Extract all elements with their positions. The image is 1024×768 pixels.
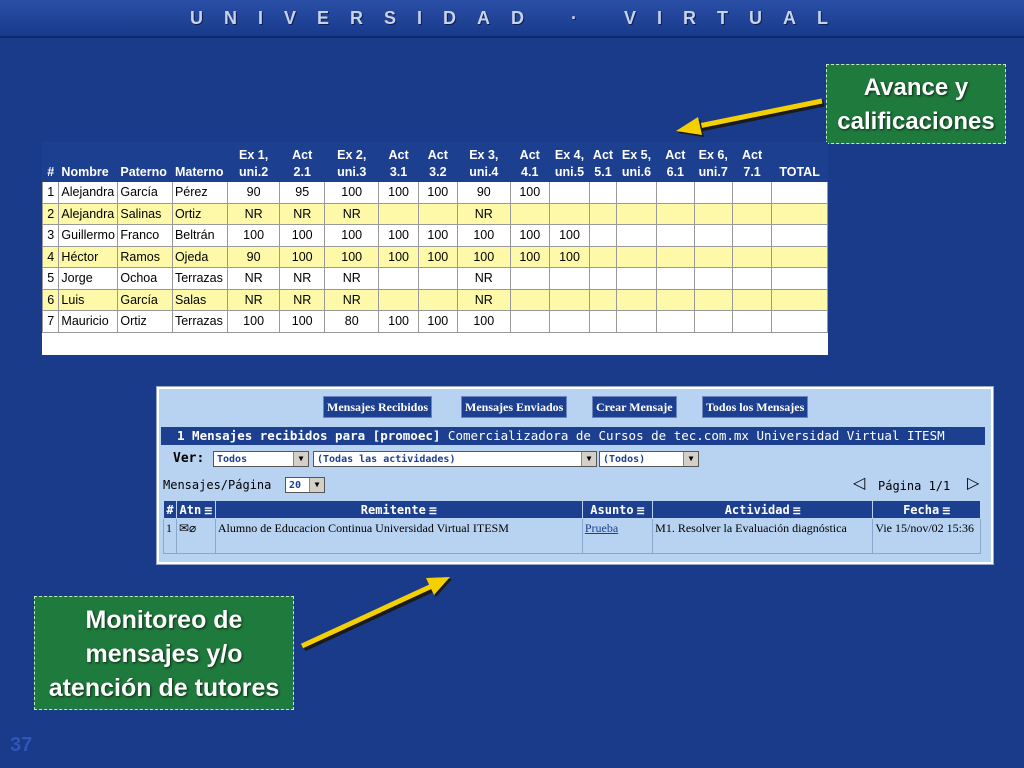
table-cell — [590, 203, 617, 225]
table-cell — [732, 203, 771, 225]
table-cell — [694, 225, 732, 247]
grades-table — [42, 142, 828, 333]
chevron-down-icon: ▼ — [683, 452, 698, 466]
table-cell: Alejandra — [59, 203, 118, 225]
table-cell — [510, 268, 549, 290]
table-cell: 100 — [457, 246, 510, 268]
grades-header-row — [43, 143, 828, 182]
per-page-select[interactable] — [285, 477, 325, 493]
table-cell — [772, 311, 828, 333]
table-cell: 100 — [280, 246, 325, 268]
table-cell: 90 — [457, 182, 510, 204]
message-asunto — [582, 519, 652, 554]
messages-header — [161, 427, 985, 445]
callout-messages: Monitoreo de mensajes y/o atención de tutores — [34, 596, 294, 710]
table-cell: 100 — [280, 311, 325, 333]
table-cell — [657, 182, 694, 204]
table-cell: 100 — [227, 311, 280, 333]
messages-header-title: 1 Mensajes recibidos para [promoec] — [177, 428, 441, 443]
table-row — [43, 289, 828, 311]
table-cell: NR — [325, 289, 379, 311]
table-cell — [694, 246, 732, 268]
table-cell — [616, 289, 656, 311]
table-cell: Pérez — [172, 182, 227, 204]
table-cell — [549, 203, 589, 225]
table-cell — [418, 268, 457, 290]
table-cell: 4 — [43, 246, 59, 268]
table-cell: Ojeda — [172, 246, 227, 268]
chevron-down-icon: ▼ — [309, 478, 324, 492]
col-header-label: Atn — [179, 502, 202, 517]
table-cell — [732, 225, 771, 247]
table-row — [43, 203, 828, 225]
col-header: Act 2.1 — [280, 143, 325, 182]
table-cell: 80 — [325, 311, 379, 333]
table-cell: NR — [227, 268, 280, 290]
col-header: TOTAL — [772, 143, 828, 182]
table-cell — [549, 268, 589, 290]
table-cell — [694, 289, 732, 311]
table-cell: 100 — [379, 246, 418, 268]
table-cell — [590, 246, 617, 268]
filter-select-todos[interactable] — [213, 451, 309, 467]
table-cell: 90 — [227, 182, 280, 204]
message-subject-link[interactable]: Prueba — [584, 521, 619, 535]
table-cell — [694, 268, 732, 290]
nav-crear-mensaje[interactable]: Crear Mensaje — [592, 396, 677, 418]
per-page-value: 20 — [289, 480, 302, 491]
table-cell: Mauricio — [59, 311, 118, 333]
table-cell — [694, 203, 732, 225]
table-cell: 100 — [510, 246, 549, 268]
filter-select-status[interactable] — [599, 451, 699, 467]
col-header-atn[interactable] — [176, 501, 215, 519]
slide-number: 37 — [10, 734, 33, 756]
table-row — [43, 225, 828, 247]
filter-select-value: (Todas las actividades) — [317, 454, 456, 465]
grades-body — [43, 182, 828, 333]
table-cell: 100 — [379, 311, 418, 333]
col-header: Act 3.1 — [379, 143, 418, 182]
table-cell: 100 — [325, 225, 379, 247]
messages-header-course: Comercializadora de Cursos de tec.com.mx Universidad Virtual ITESM — [440, 428, 945, 443]
table-cell — [549, 182, 589, 204]
col-header-label: # — [166, 502, 174, 517]
table-cell — [694, 311, 732, 333]
prev-page-icon[interactable]: ◁ — [853, 475, 866, 492]
message-num: 1 — [164, 519, 177, 554]
table-cell — [590, 311, 617, 333]
col-header-fecha[interactable] — [873, 501, 981, 519]
table-cell — [418, 203, 457, 225]
table-cell — [590, 289, 617, 311]
table-cell: Terrazas — [172, 311, 227, 333]
col-header-label: Remitente — [360, 502, 426, 517]
nav-mensajes-enviados[interactable]: Mensajes Enviados — [461, 396, 567, 418]
table-cell — [590, 268, 617, 290]
table-cell — [732, 182, 771, 204]
table-cell: Beltrán — [172, 225, 227, 247]
table-cell: 100 — [280, 225, 325, 247]
col-header-asunto[interactable] — [582, 501, 652, 519]
filter-select-value: (Todos) — [603, 454, 646, 465]
message-row[interactable] — [164, 519, 981, 554]
arrow-to-messages — [302, 577, 452, 648]
sort-icon: ☰ — [636, 506, 645, 517]
table-cell: Salas — [172, 289, 227, 311]
table-cell — [510, 203, 549, 225]
table-cell: Ortiz — [172, 203, 227, 225]
table-cell: Héctor — [59, 246, 118, 268]
attachment-icon: ⌀ — [189, 521, 197, 535]
col-header: Act 5.1 — [590, 143, 617, 182]
table-cell — [616, 246, 656, 268]
filter-select-value: Todos — [217, 454, 248, 465]
table-cell: 5 — [43, 268, 59, 290]
messages-inner — [159, 389, 991, 562]
table-cell — [616, 225, 656, 247]
table-cell — [657, 246, 694, 268]
chevron-down-icon: ▼ — [293, 452, 308, 466]
table-cell — [418, 289, 457, 311]
table-cell: 100 — [457, 225, 510, 247]
table-cell — [379, 289, 418, 311]
table-cell: García — [118, 289, 173, 311]
table-cell: Ramos — [118, 246, 173, 268]
table-cell: 100 — [549, 246, 589, 268]
table-cell: 100 — [418, 246, 457, 268]
table-cell — [549, 289, 589, 311]
table-cell — [657, 203, 694, 225]
table-cell: 100 — [418, 182, 457, 204]
table-cell — [616, 268, 656, 290]
sort-icon: ☰ — [942, 506, 951, 517]
messages-header-row — [164, 501, 981, 519]
nav-todos-los-mensajes[interactable]: Todos los Mensajes — [702, 396, 808, 418]
table-cell — [772, 225, 828, 247]
table-cell — [616, 311, 656, 333]
table-cell — [772, 203, 828, 225]
col-header: Act 4.1 — [510, 143, 549, 182]
messages-panel — [156, 386, 994, 565]
pager-text: Página 1/1 — [878, 479, 951, 493]
table-row — [43, 246, 828, 268]
filter-select-actividades[interactable] — [313, 451, 597, 467]
table-cell: NR — [280, 268, 325, 290]
table-cell: 100 — [418, 311, 457, 333]
table-cell: 95 — [280, 182, 325, 204]
table-cell: NR — [227, 289, 280, 311]
table-cell — [379, 203, 418, 225]
table-cell — [657, 311, 694, 333]
sort-icon: ☰ — [204, 506, 213, 517]
table-cell: 100 — [549, 225, 589, 247]
table-cell: Ortiz — [118, 311, 173, 333]
table-cell: 6 — [43, 289, 59, 311]
table-cell — [590, 182, 617, 204]
table-cell: NR — [457, 268, 510, 290]
col-header-label: Actividad — [724, 502, 790, 517]
table-cell: Franco — [118, 225, 173, 247]
col-header: Ex 6, uni.7 — [694, 143, 732, 182]
next-page-icon[interactable]: ▷ — [967, 475, 980, 492]
table-cell: 7 — [43, 311, 59, 333]
table-cell — [616, 182, 656, 204]
table-cell: Guillermo — [59, 225, 118, 247]
table-cell: Salinas — [118, 203, 173, 225]
col-header: Nombre — [59, 143, 118, 182]
table-cell: 2 — [43, 203, 59, 225]
table-cell — [772, 268, 828, 290]
table-cell: NR — [457, 289, 510, 311]
table-row — [43, 311, 828, 333]
col-header: Act 7.1 — [732, 143, 771, 182]
table-cell: NR — [325, 203, 379, 225]
table-cell — [772, 182, 828, 204]
table-cell — [657, 289, 694, 311]
table-cell: 100 — [379, 182, 418, 204]
col-header-actividad[interactable] — [653, 501, 873, 519]
table-cell — [590, 225, 617, 247]
table-cell — [732, 311, 771, 333]
table-cell: NR — [325, 268, 379, 290]
col-header: Act 6.1 — [657, 143, 694, 182]
table-cell — [772, 289, 828, 311]
table-cell: Alejandra — [59, 182, 118, 204]
table-cell — [732, 268, 771, 290]
table-cell — [510, 289, 549, 311]
table-cell: 1 — [43, 182, 59, 204]
table-cell: Luis — [59, 289, 118, 311]
col-header: Paterno — [118, 143, 173, 182]
table-cell: NR — [457, 203, 510, 225]
col-header-label: Fecha — [903, 502, 940, 517]
table-cell: 100 — [457, 311, 510, 333]
sort-icon: ☰ — [428, 506, 437, 517]
col-header-label: Asunto — [590, 502, 634, 517]
col-header: # — [43, 143, 59, 182]
col-header: Ex 3, uni.4 — [457, 143, 510, 182]
col-header: Ex 2, uni.3 — [325, 143, 379, 182]
grades-panel — [42, 142, 828, 355]
message-atn — [176, 519, 215, 554]
callout-grades: Avance y calificaciones — [826, 64, 1006, 144]
col-header: Ex 4, uni.5 — [549, 143, 589, 182]
table-cell: 100 — [510, 182, 549, 204]
envelope-icon[interactable]: ✉ — [178, 521, 190, 535]
table-cell: 100 — [418, 225, 457, 247]
arrow-to-grades — [676, 101, 824, 137]
sort-icon: ☰ — [792, 506, 801, 517]
table-cell — [694, 182, 732, 204]
ver-label: Ver: — [173, 451, 205, 466]
table-cell: 100 — [379, 225, 418, 247]
messages-table — [163, 500, 981, 554]
table-cell — [732, 289, 771, 311]
table-cell: 90 — [227, 246, 280, 268]
chevron-down-icon: ▼ — [581, 452, 596, 466]
col-header: Act 3.2 — [418, 143, 457, 182]
col-header-remitente[interactable] — [215, 501, 582, 519]
table-cell — [616, 203, 656, 225]
col-header-num — [164, 501, 177, 519]
page-title: UNIVERSIDAD · VIRTUAL — [190, 8, 850, 28]
table-row — [43, 182, 828, 204]
table-cell: 3 — [43, 225, 59, 247]
table-cell — [732, 246, 771, 268]
table-cell: NR — [280, 289, 325, 311]
table-cell: 100 — [227, 225, 280, 247]
table-cell — [657, 225, 694, 247]
table-cell: 100 — [325, 182, 379, 204]
col-header: Ex 1, uni.2 — [227, 143, 280, 182]
table-cell — [549, 311, 589, 333]
table-cell — [510, 311, 549, 333]
nav-mensajes-recibidos[interactable]: Mensajes Recibidos — [323, 396, 432, 418]
message-actividad: M1. Resolver la Evaluación diagnóstica — [653, 519, 873, 554]
table-cell — [657, 268, 694, 290]
table-cell: NR — [227, 203, 280, 225]
table-cell: NR — [280, 203, 325, 225]
table-cell: 100 — [510, 225, 549, 247]
message-remitente: Alumno de Educacion Continua Universidad Virtual ITESM — [215, 519, 582, 554]
col-header: Ex 5, uni.6 — [616, 143, 656, 182]
table-cell — [379, 268, 418, 290]
table-cell: Jorge — [59, 268, 118, 290]
table-cell: 100 — [325, 246, 379, 268]
table-cell: Terrazas — [172, 268, 227, 290]
table-row — [43, 268, 828, 290]
col-header: Materno — [172, 143, 227, 182]
per-page-label: Mensajes/Página — [163, 478, 272, 492]
table-cell — [772, 246, 828, 268]
table-cell: García — [118, 182, 173, 204]
table-cell: Ochoa — [118, 268, 173, 290]
message-fecha: Vie 15/nov/02 15:36 — [873, 519, 981, 554]
